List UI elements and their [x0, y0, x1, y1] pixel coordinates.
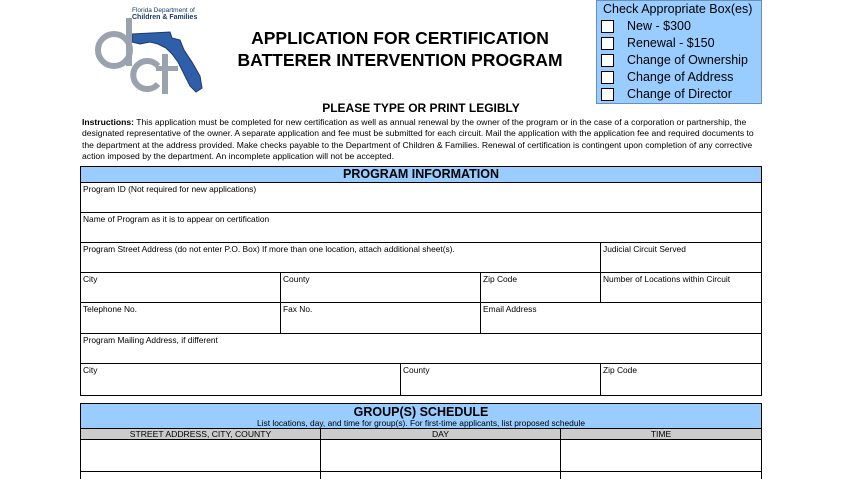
checkbox-new[interactable]: [601, 20, 614, 33]
email-cell: [480, 302, 762, 334]
checkbox-change-address[interactable]: [601, 71, 614, 84]
check-panel-header: Check Appropriate Box(es): [603, 2, 753, 16]
group-schedule-title: GROUP(S) SCHEDULE: [353, 405, 489, 419]
group-schedule-header: [80, 403, 762, 429]
instructions-text: This application must be completed for new certification as well as annual renewal by the owner of the program or in the case of a corporation or partnership, the designated representative of the owner. A separate application and fee must be submitted for each circuit. Mail the application with the application fee and required documents to the department at the address provided. Make checks payable to the Department of Children & Families. Renewal of certification is contingent upon completion of any corrective action imposed by the department. An incomplete application will not be accepted.: [82, 117, 754, 162]
fax-cell: [280, 302, 481, 334]
mail-city-input[interactable]: [83, 378, 400, 393]
checkbox-label-renewal: Renewal - $150: [627, 36, 715, 50]
fax-label: Fax No.: [283, 304, 313, 314]
program-id-cell: [80, 182, 762, 213]
city-label: City: [83, 274, 98, 284]
judicial-circuit-cell: [600, 242, 762, 273]
group-row-1-time-cell: [560, 439, 762, 472]
program-id-label: Program ID (Not required for new applications): [83, 184, 257, 194]
group-row-2-time-cell[interactable]: [560, 471, 762, 479]
logo-dept-line1: Florida Department of: [132, 7, 195, 14]
logo-dept-line2: Children & Families: [132, 14, 198, 21]
column-header-time: TIME: [560, 428, 762, 440]
instructions-label: Instructions:: [82, 117, 135, 127]
group-row-1-address-input[interactable]: [83, 454, 320, 469]
group-row-2-day-cell[interactable]: [320, 471, 561, 479]
checkbox-label-new: New - $300: [627, 19, 691, 33]
zip-input[interactable]: [483, 285, 600, 300]
email-label: Email Address: [483, 304, 537, 314]
checkbox-label-change-director: Change of Director: [627, 87, 732, 101]
form-title: [230, 27, 570, 71]
mailing-address-input[interactable]: [83, 346, 761, 361]
form-title-line2: BATTERER INTERVENTION PROGRAM: [237, 50, 563, 70]
judicial-circuit-label: Judicial Circuit Served: [603, 244, 686, 254]
mail-zip-input[interactable]: [603, 378, 761, 393]
group-schedule-subtitle: List locations, day, and time for group(s). For first-time applicants, list proposed schedule: [256, 418, 585, 428]
group-row-1-day-cell: [320, 439, 561, 472]
checkbox-change-director[interactable]: [601, 88, 614, 101]
telephone-label: Telephone No.: [83, 304, 138, 314]
mailing-address-label: Program Mailing Address, if different: [83, 335, 218, 345]
mail-zip-cell: [600, 363, 762, 396]
judicial-circuit-input[interactable]: [603, 255, 761, 270]
email-input[interactable]: [483, 316, 761, 331]
num-locations-label: Number of Locations within Circuit: [603, 274, 731, 284]
group-row-1-day-input[interactable]: [323, 454, 560, 469]
telephone-input[interactable]: [83, 316, 280, 331]
column-header-address: STREET ADDRESS, CITY, COUNTY: [80, 428, 321, 440]
county-label: County: [283, 274, 310, 284]
checkbox-label-change-address: Change of Address: [627, 70, 734, 84]
group-row-1-time-input[interactable]: [563, 454, 761, 469]
city-cell: [80, 272, 281, 303]
checkbox-renewal[interactable]: [601, 37, 614, 50]
mail-zip-label: Zip Code: [603, 365, 637, 375]
program-information-header: PROGRAM INFORMATION: [80, 166, 762, 183]
form-title-line1: APPLICATION FOR CERTIFICATION: [251, 28, 549, 48]
checkbox-change-ownership[interactable]: [601, 54, 614, 67]
telephone-cell: [80, 302, 281, 334]
dcf-logo: [92, 4, 212, 96]
instructions-paragraph: [82, 117, 764, 163]
check-appropriate-boxes-panel: [596, 0, 762, 104]
mail-county-cell: [400, 363, 601, 396]
num-locations-input[interactable]: [603, 285, 761, 300]
county-cell: [280, 272, 481, 303]
print-legibly-heading: PLEASE TYPE OR PRINT LEGIBLY: [322, 101, 520, 115]
mail-city-cell: [80, 363, 401, 396]
program-name-cell: [80, 212, 762, 243]
zip-cell: [480, 272, 601, 303]
fax-input[interactable]: [283, 316, 480, 331]
county-input[interactable]: [283, 285, 480, 300]
column-header-day: DAY: [320, 428, 561, 440]
mail-county-label: County: [403, 365, 430, 375]
street-address-input[interactable]: [83, 255, 600, 270]
street-address-label: Program Street Address (do not enter P.O. Box) If more than one location, attach additional sheet(s).: [83, 244, 455, 254]
program-name-input[interactable]: [83, 225, 761, 240]
logo-dept-text: [132, 7, 197, 21]
group-row-1-address-cell: [80, 439, 321, 472]
program-name-label: Name of Program as it is to appear on certification: [83, 214, 270, 224]
program-id-input[interactable]: [83, 195, 761, 210]
city-input[interactable]: [83, 285, 280, 300]
group-row-2-address-cell[interactable]: [80, 471, 321, 479]
mailing-address-cell: [80, 333, 762, 364]
mail-county-input[interactable]: [403, 378, 600, 393]
zip-label: Zip Code: [483, 274, 517, 284]
street-address-cell: [80, 242, 601, 273]
checkbox-label-change-ownership: Change of Ownership: [627, 53, 748, 67]
mail-city-label: City: [83, 365, 98, 375]
num-locations-cell: [600, 272, 762, 303]
